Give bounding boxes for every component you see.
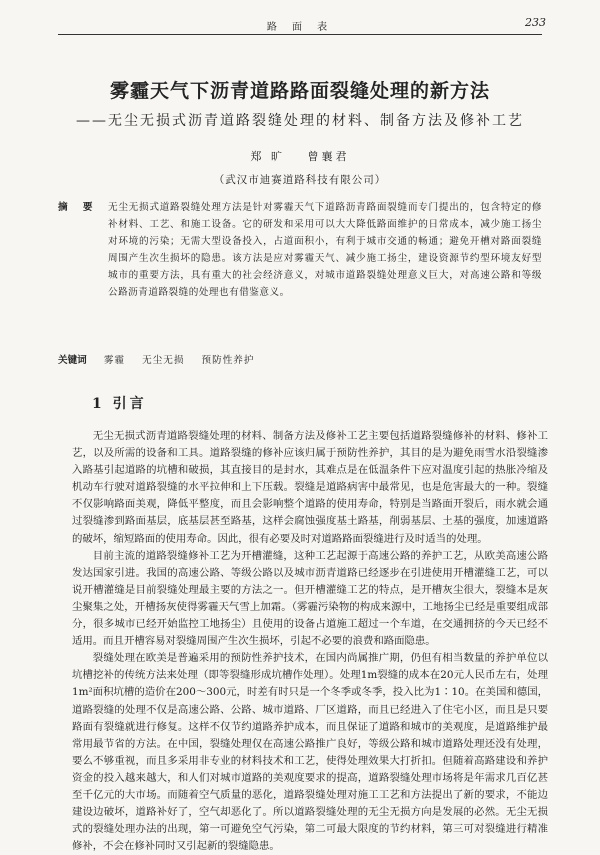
author-list bbox=[58, 148, 542, 164]
keyword: 无尘无损 bbox=[142, 355, 185, 366]
abstract-label: 摘 要 bbox=[58, 202, 99, 213]
paper-subtitle: ——无尘无损式沥青道路裂缝处理的材料、制备方法及修补工艺 bbox=[76, 113, 524, 129]
keywords bbox=[58, 352, 542, 366]
page-number: 233 bbox=[525, 16, 546, 29]
abstract-text: 无尘无损式道路裂缝处理方法是针对雾霾天气下道路沥青路面裂缝而专门提出的，包含特定的修补材料、工艺、和施工设备。它的研发和采用可以大大降低路面维护的日常成本，减少施工扬尘对环境的污染；无需大型设备投入，占道面积小，有利于城市交通的畅通；避免开槽对路面裂缝周围产生次生损坏的隐患。该方法是应对雾霾天气、减少施工扬尘，建设资源节约型环境友好型城市的重要方法，具有重大的社会经济意义，对城市道路裂缝处理意义巨大，对高速公路和等级公路沥青道路裂缝的处理也有借鉴意义。 bbox=[108, 202, 542, 298]
keyword: 预防性养护 bbox=[201, 355, 255, 366]
paragraph: 目前主流的道路裂缝修补工艺为开槽灌缝，这种工艺起源于高速公路的养护工艺，从欧美高速公路发达国家引进。我国的高速公路、等级公路以及城市沥青道路已经逐步在引进使用开槽灌缝工艺，可以说开槽灌缝是目前裂缝处理最主要的方法之一。但开槽灌缝工艺的特点，是开槽灰尘很大，裂缝本是灰尘聚集之处，开槽扬灰使得雾霾天气雪上加霜。（雾霾污染物的构成来源中，工地扬尘已经是重要组成部分，很多城市已经开始监控工地扬尘）且使用的设备占道施工超过一个车道，在交通拥挤的今天已经不适用。而且开槽容易对裂缝周围产生次生损坏，引起不必要的浪费和路面隐患。 bbox=[72, 549, 548, 648]
running-header bbox=[58, 16, 546, 35]
body-text bbox=[72, 428, 548, 855]
affiliation: （武汉市迪赛道路科技有限公司） bbox=[213, 174, 387, 186]
author-name: 郑 旷 bbox=[250, 150, 285, 163]
keyword: 雾霾 bbox=[103, 355, 126, 366]
paragraph: 裂缝处理在欧美是普遍采用的预防性养护技术，在国内尚属推广期，仍但有相当数量的养护单位以坑槽挖补的传统方法来处理（即等裂缝形成坑槽作处理）。处理1m裂缝的成本在20元人民币左右，处理1m²面积坑槽的造价在200～300元，时差有时只是一个冬季或冬季，投入比为1∶10。在美国和德国，道路裂缝的处理不仅是高速公路、公路、城市道路、厂区道路，而且已经进入了住宅小区，而且是只要路面有裂缝就进行修复。这样不仅节约道路养护成本，而且保证了道路和城市的美观度，是道路维护最常用最节省的方法。在中国，裂缝处理仅在高速公路推广良好，等级公路和城市道路处理还没有处理，要么不够重视，而且多采用非专业的材料技术和工艺，使得处理效果大打折扣。但随着高路建设和养护资金的投入越来越大，和人们对城市道路的美观度要求的提高，道路裂缝处理市场将是年需求几百亿甚至千亿元的大市场。而随着空气质量的恶化，道路裂缝处理对施工工艺和方法提出了新的要求，不能边建设边破坏，道路补好了，空气却恶化了。所以道路裂缝处理的无尘无损方向是发展的必然。无尘无损式的裂缝处理办法的出现，第一可避免空气污染，第二可最大限度的节约材料，第三可对裂缝进行精准修补，不会在修补同时又引起新的裂缝隐患。 bbox=[72, 652, 548, 853]
author-name: 曾襄君 bbox=[307, 150, 350, 163]
keywords-label: 关键词 bbox=[58, 355, 87, 366]
abstract bbox=[58, 199, 542, 301]
paragraph: 无尘无损式沥青道路裂缝处理的材料、制备方法及修补工艺主要包括道路裂缝修补的材料、修补工艺，以及所需的设备和工具。道路裂缝的修补应该归属于预防性养护，其目的是为避免雨雪水沿裂缝渗入路基引起道路的坑槽和破损，其直接目的是封水，其难点是在低温条件下应对温度引起的热胀冷缩及机动车行驶对道路裂缝的水平拉伸和上下压载。裂缝是道路病害中最常见，也是危害最大的一种。裂缝不仅影响路面美观，降低平整度，而且会影响整个道路的使用寿命，特别是当路面开裂后，雨水就会通过裂缝渗到路面基层，底基层甚至路基，这样会腐蚀强度基土路基，削弱基层、土基的强度，加速道路的破坏，缩短路面的使用寿命。因此，很有必要及时对道路路面裂缝进行及时适当的处理。 bbox=[72, 430, 548, 545]
journal-name: 路 面 表 bbox=[266, 22, 334, 33]
section-heading: 1 引言 bbox=[92, 396, 147, 412]
paper-title: 雾霾天气下沥青道路路面裂缝处理的新方法 bbox=[109, 80, 490, 102]
